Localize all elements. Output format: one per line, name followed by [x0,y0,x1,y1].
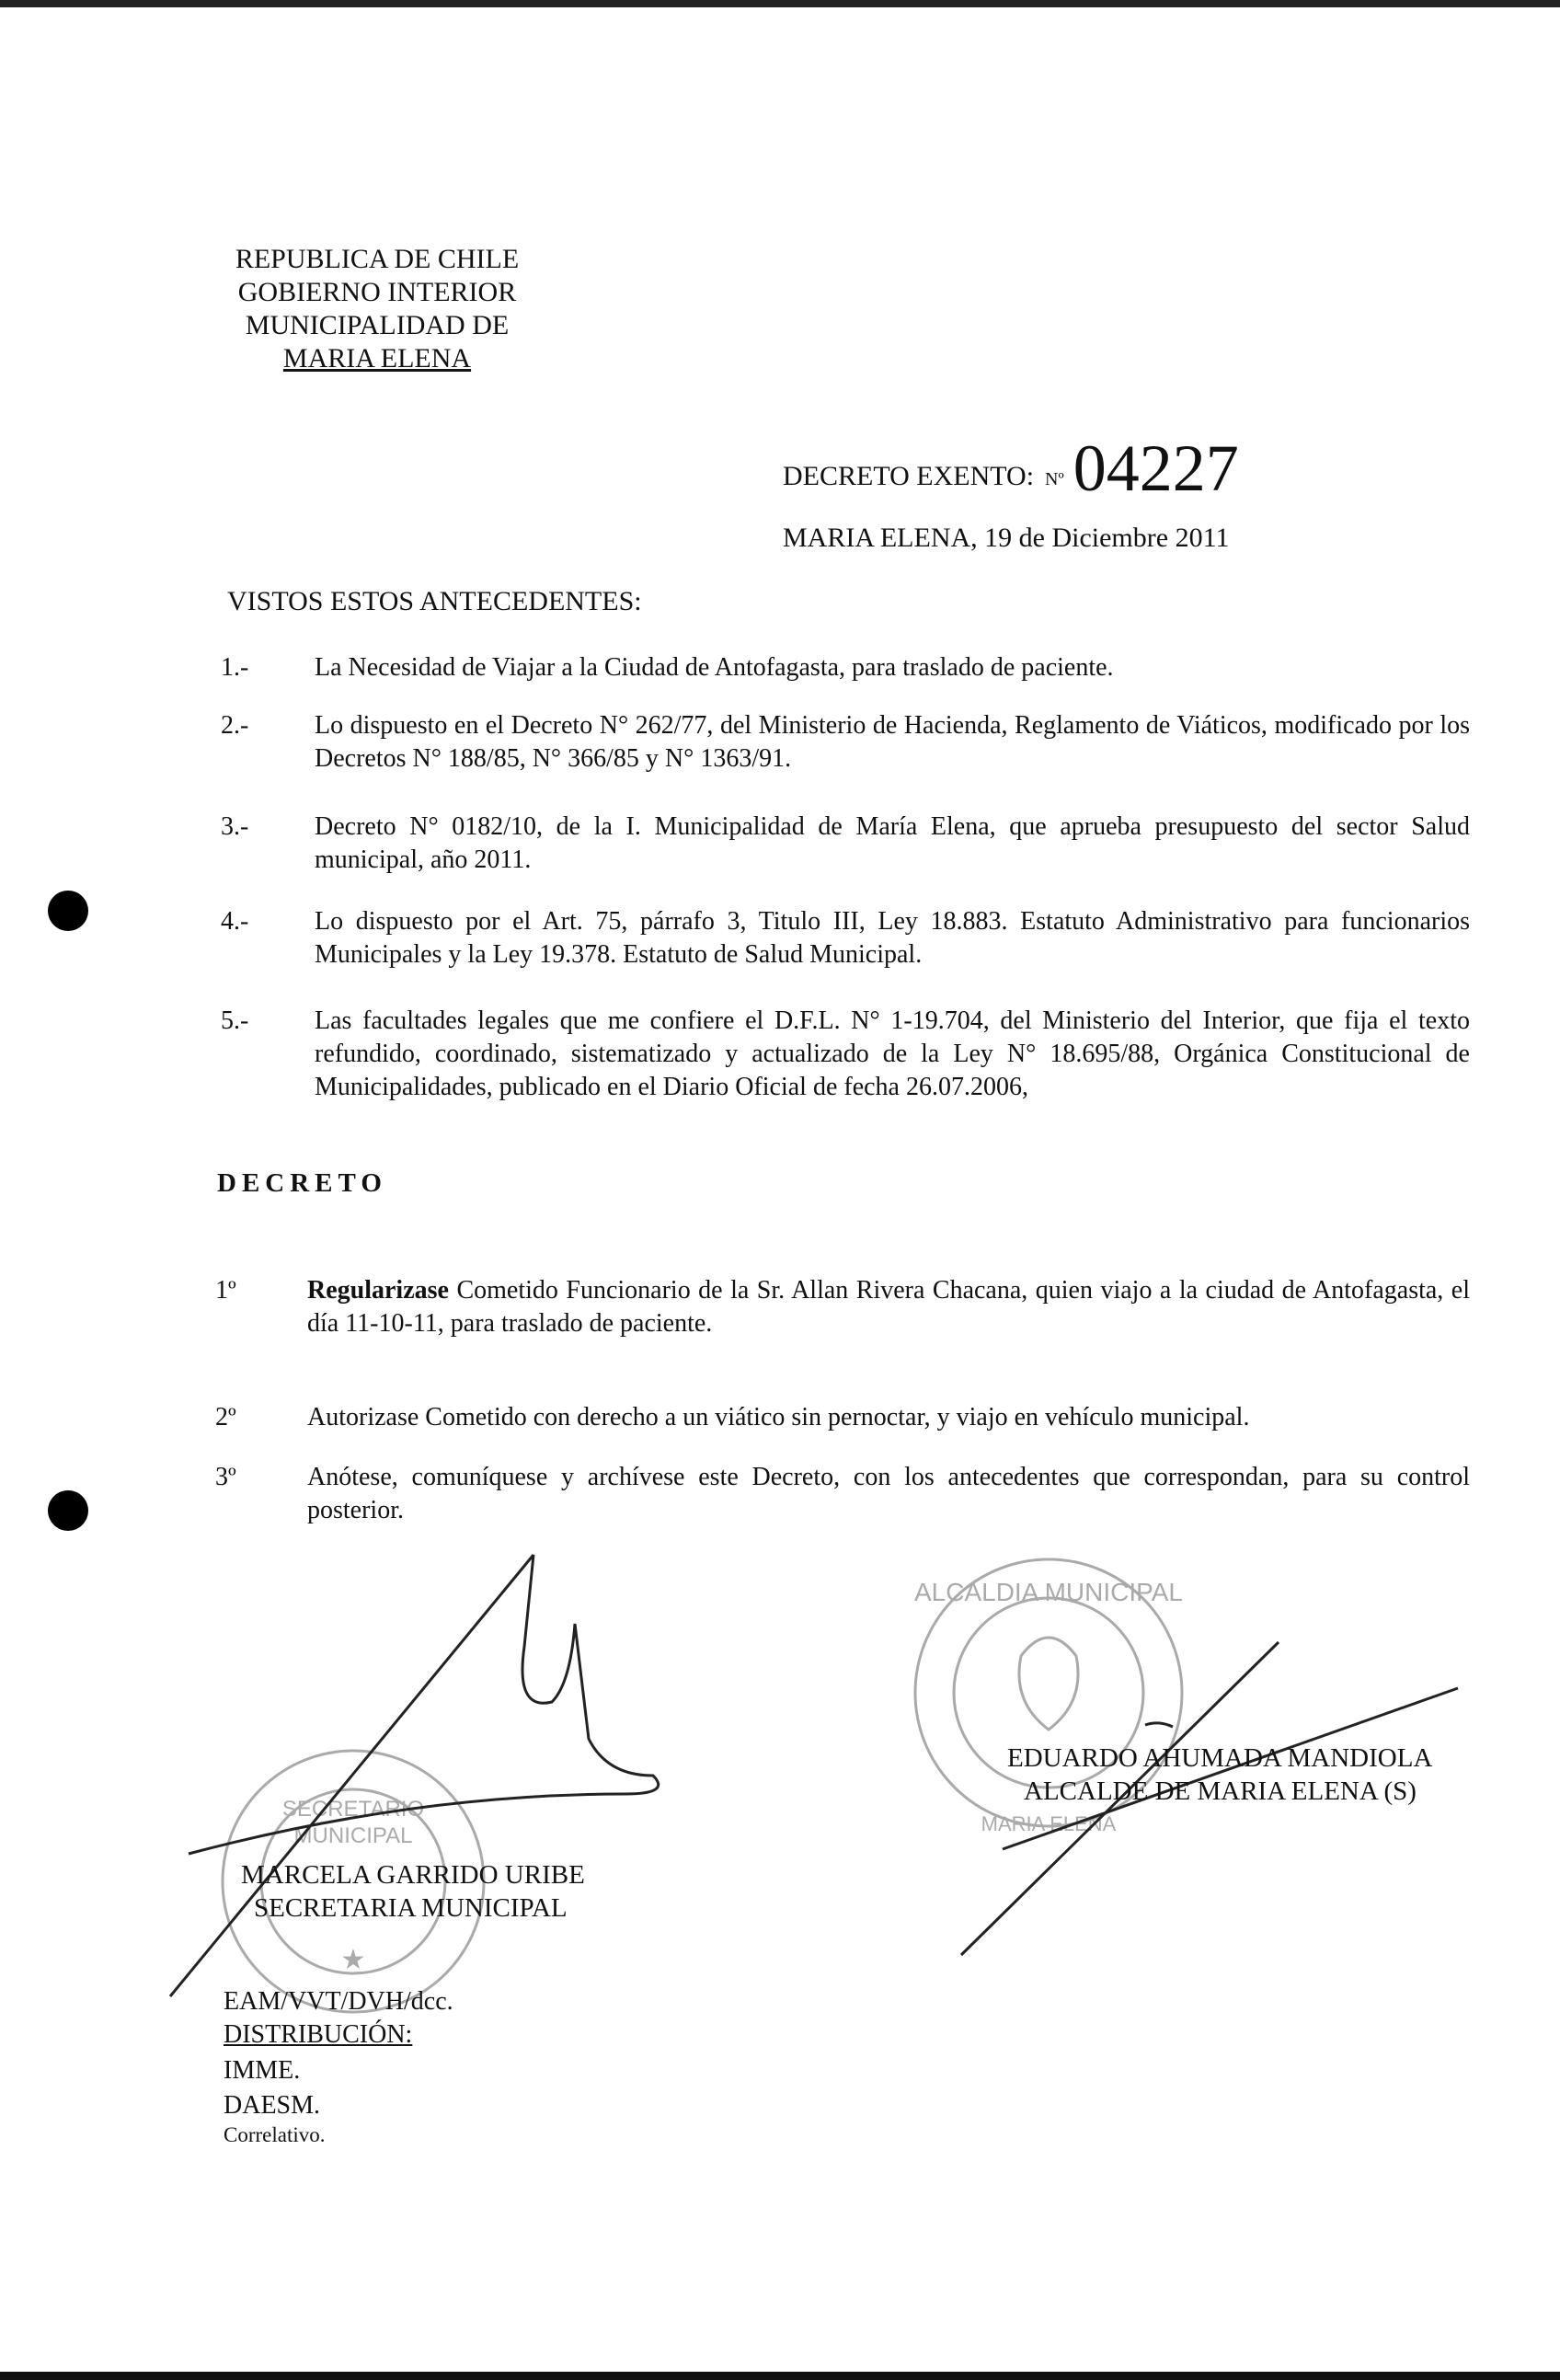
letterhead-line: MARIA ELENA [282,343,472,374]
place-date: MARIA ELENA, 19 de Diciembre 2011 [783,523,1230,553]
item-text: Anótese, comuníquese y archívese este Decreto, con los antecedentes que correspondan, para su control posterior. [307,1463,1470,1524]
svg-text:MARIA ELENA: MARIA ELENA [981,1812,1117,1835]
item-text: Lo dispuesto en el Decreto N° 262/77, del Ministerio de Hacienda, Reglamento de Viáticos, modificado por los Decretos N° 188/85, N° 366/85 y N° 1363/91. [315,711,1470,773]
signatory-title: ALCALDE DE MARIA ELENA (S) [1024,1776,1417,1806]
distribution-item: IMME. [224,2056,301,2085]
correlativo: Correlativo. [224,2123,326,2146]
distribution-title: DISTRIBUCIÓN: [224,2020,413,2049]
decreto-title: DECRETO [217,1168,387,1198]
signatory-name: EDUARDO AHUMADA MANDIOLA [1007,1743,1433,1773]
item-text: La Necesidad de Viajar a la Ciudad de Antofagasta, para traslado de paciente. [315,653,1114,682]
svg-text:ALCALDIA MUNICIPAL: ALCALDIA MUNICIPAL [913,1578,1184,1606]
initials: EAM/VVT/DVH/dcc. [224,1987,453,2016]
decree-number-value: 04227 [1072,431,1239,505]
item-number: 1º [215,1276,236,1305]
item-text: Lo dispuesto por el Art. 75, párrafo 3, Titulo III, Ley 18.883. Estatuto Administrativo para funcionarios Municipales y la Ley 19.378. Estatuto de Salud Municipal. [315,907,1470,969]
svg-text:MUNICIPAL: MUNICIPAL [293,1823,413,1848]
item-text: Decreto N° 0182/10, de la I. Municipalidad de María Elena, que aprueba presupuesto del sector Salud municipal, año 2011. [315,812,1470,874]
item-text: Las facultades legales que me confiere el D.F.L. N° 1-19.704, del Ministerio del Interior, que fija el texto refundido, coordinado, sistematizado y actualizado de la Ley N° 18.695/88, Orgánica Constitucional de Municipalidades, publicado en el Diario Oficial de fecha 26.07.2006, [315,1006,1470,1101]
item-bold-text: Regularizase [307,1276,449,1305]
item-number: 3.- [221,812,249,841]
left-signatory [241,1858,585,1925]
item-number: 5.- [221,1006,249,1035]
item-number: 2.- [221,711,249,740]
letterhead-line: MUNICIPALIDAD DE [245,310,510,340]
item-number: 1.- [221,653,249,682]
number-prefix: Nº [1045,469,1064,489]
decree-label: DECRETO EXENTO: [783,461,1035,491]
distribution-item: DAESM. [224,2091,321,2120]
signatory-title: SECRETARIA MUNICIPAL [254,1893,568,1923]
svg-text:SECRETARIO: SECRETARIO [281,1797,425,1822]
svg-text:★: ★ [340,1945,366,1975]
item-number: 2º [215,1403,236,1431]
letterhead-line: GOBIERNO INTERIOR [237,277,517,307]
item-text: Cometido Funcionario de la Sr. Allan Rivera Chacana, quien viajo a la ciudad de Antofagasta, el día 11-10-11, para traslado de paciente. [307,1276,1470,1338]
letterhead-line: REPUBLICA DE CHILE [235,244,520,274]
item-text: Autorizase Cometido con derecho a un viático sin pernoctar, y viajo en vehículo municipal. [307,1403,1250,1431]
item-number: 3º [215,1463,236,1491]
right-signatory [1007,1742,1432,1808]
item-number: 4.- [221,907,249,936]
signature-left [170,1555,659,1996]
signatory-name: MARCELA GARRIDO URIBE [241,1860,585,1890]
vistos-title: VISTOS ESTOS ANTECEDENTES: [227,586,642,616]
